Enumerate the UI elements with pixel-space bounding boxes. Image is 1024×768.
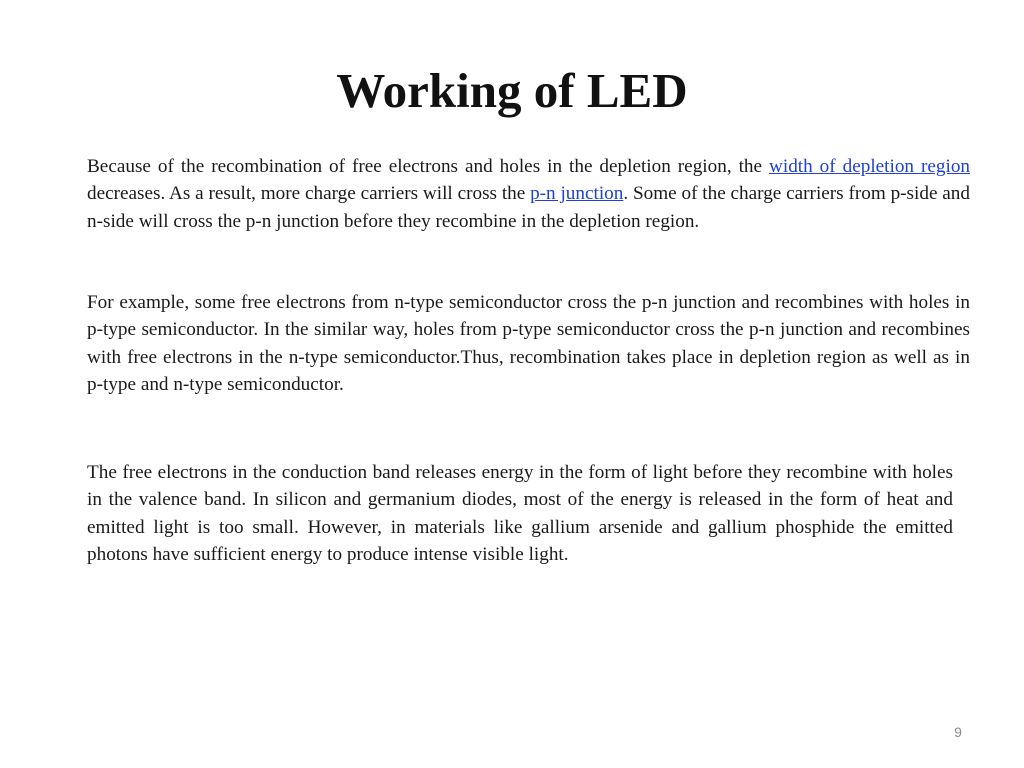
slide-title: Working of LED — [336, 63, 688, 118]
paragraph-depletion-region — [87, 153, 970, 235]
paragraph1-text-middle: decreases. As a result, more charge carriers will cross the — [87, 183, 531, 205]
page-number: 9 — [954, 724, 962, 740]
paragraph1-text-start: Because of the recombination of free electrons and holes in the depletion region, the — [87, 156, 769, 177]
paragraph1-text-end: . Some of the charge carriers from p-side and n-side will cross the p-n junction before they recombine in the depletion region. — [87, 183, 970, 232]
paragraph-light-emission: The free electrons in the conduction band releases energy in the form of light before they recombine with holes in the valence band. In silicon and germanium diodes, most of the energy is released in the form of heat and emitted light is too small. However, in materials like gallium arsenide and gallium phosphide the emitted photons have sufficient energy to produce intense visible light. — [87, 462, 953, 566]
width-of-depletion-region-link[interactable]: width of depletion region — [769, 156, 971, 177]
paragraph-example: For example, some free electrons from n-type semiconductor cross the p-n junction and recombines with holes in p-type semiconductor. In the similar way, holes from p-type semiconductor cross the p-n junction and recombines with free electrons in the n-type semiconductor.Thus, recombination takes place in depletion region as well as in p-type and n-type semiconductor. — [87, 292, 970, 396]
p-n-junction-link[interactable]: p-n junction — [530, 183, 624, 205]
